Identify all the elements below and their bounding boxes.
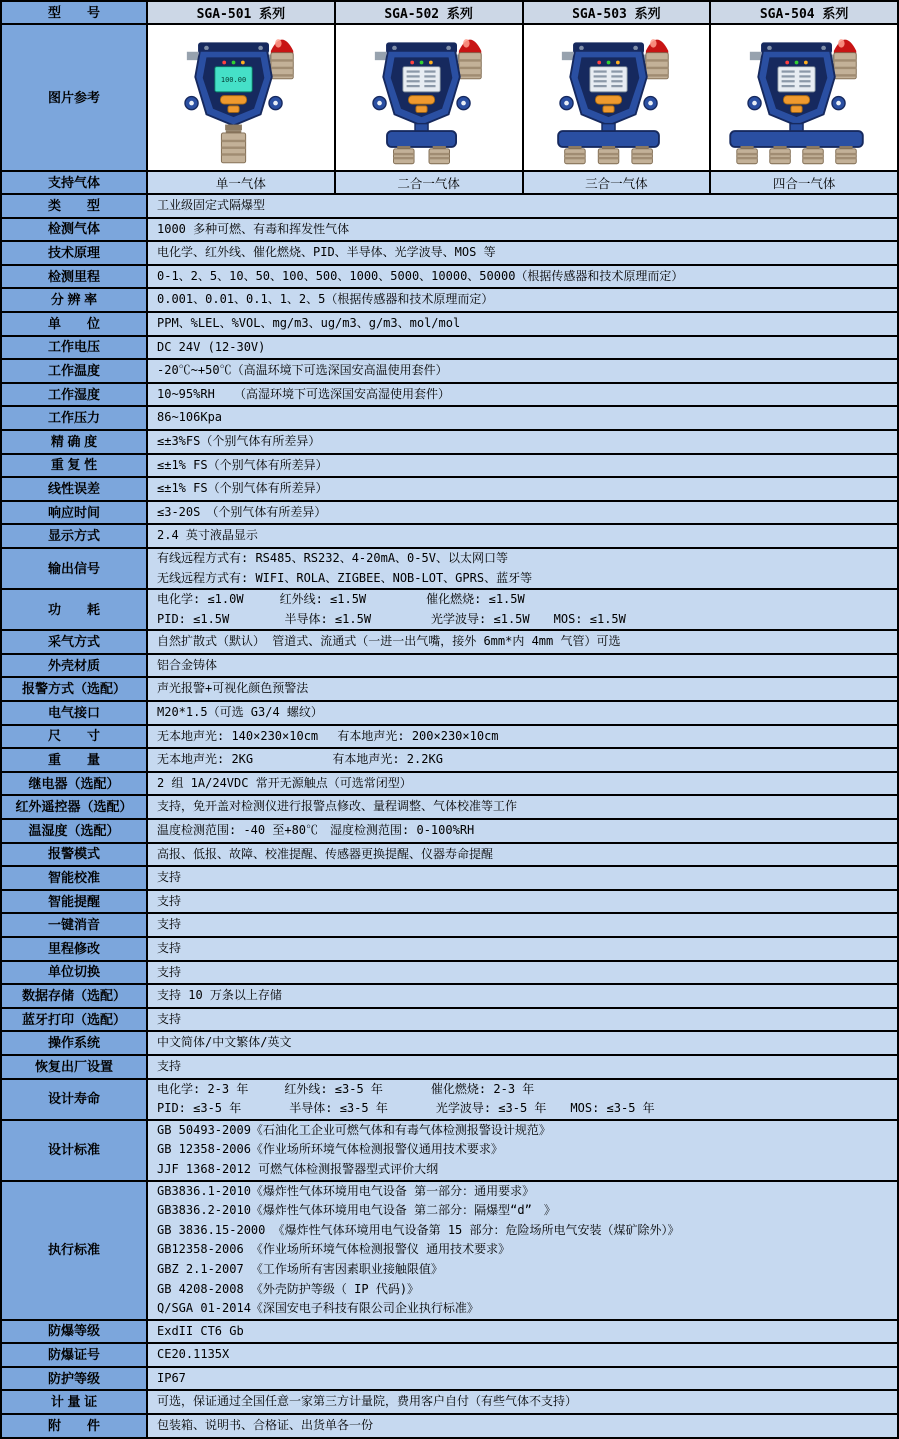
spec-row-value (148, 525, 897, 547)
spec-row-value (148, 1032, 897, 1054)
spec-row-value (148, 1056, 897, 1078)
spec-row-label: 里程修改 (2, 938, 148, 960)
spec-row-label: 检测气体 (2, 219, 148, 241)
spec-line: GB3836.2-2010《爆炸性气体环境用电气设备 第二部分：隔爆型“d” 》 (157, 1203, 556, 1218)
spec-row (2, 289, 897, 313)
spec-row (2, 360, 897, 384)
spec-row-value (148, 678, 897, 700)
model-row-label: 型 号 (2, 2, 148, 23)
spec-line: 支持 10 万条以上存储 (157, 988, 282, 1003)
spec-row-label: 精 确 度 (2, 431, 148, 453)
spec-line: IP67 (157, 1370, 186, 1385)
spec-row (2, 455, 897, 479)
spec-row (2, 195, 897, 219)
spec-row-value (148, 726, 897, 748)
spec-row-value (148, 431, 897, 453)
spec-line: 电化学、红外线、催化燃烧、PID、半导体、光学波导、MOS 等 (157, 245, 496, 260)
spec-row (2, 726, 897, 750)
spec-row (2, 1368, 897, 1392)
spec-line: 0-1、2、5、10、50、100、500、1000、5000、10000、50000（根据传感器和技术原理而定） (157, 268, 684, 283)
spec-row-label: 操作系统 (2, 1032, 148, 1054)
spec-row-value (148, 455, 897, 477)
spec-row-label: 智能校准 (2, 867, 148, 889)
spec-row-value (148, 1391, 897, 1413)
detector-image-cells (148, 25, 897, 170)
spec-line: 支持 (157, 893, 182, 908)
spec-row-value (148, 407, 897, 429)
spec-row-label: 单位切换 (2, 962, 148, 984)
spec-line: JJF 1368-2012 可燃气体检测报警器型式评价大纲 (157, 1161, 439, 1176)
spec-row (2, 1121, 897, 1182)
gas-type-cell: 三合一气体 (524, 172, 712, 193)
model-header-cell: SGA-504 系列 (711, 2, 897, 23)
spec-row-label: 线性误差 (2, 478, 148, 500)
detector-image (720, 27, 888, 168)
spec-row-label: 温湿度（选配） (2, 820, 148, 842)
spec-row-label: 技术原理 (2, 242, 148, 264)
spec-row-value (148, 985, 897, 1007)
spec-row (2, 749, 897, 773)
spec-row-value (148, 796, 897, 818)
spec-line: 无本地声光: 140×230×10cm 有本地声光: 200×230×10cm (157, 728, 499, 743)
spec-row (2, 844, 897, 868)
spec-row-label: 外壳材质 (2, 655, 148, 677)
spec-row (2, 525, 897, 549)
spec-row-label: 分 辨 率 (2, 289, 148, 311)
spec-line: GB 50493-2009《石油化工企业可燃气体和有毒气体检测报警设计规范》 (157, 1122, 551, 1137)
spec-line: 中文简体/中文繁体/英文 (157, 1035, 292, 1050)
spec-row-value (148, 702, 897, 724)
spec-row-label: 计 量 证 (2, 1391, 148, 1413)
spec-row-label: 单 位 (2, 313, 148, 335)
spec-line: DC 24V (12-30V) (157, 339, 266, 354)
spec-line: 支持 (157, 941, 182, 955)
spec-row-value (148, 195, 897, 217)
spec-row (2, 891, 897, 915)
spec-row-label: 尺 寸 (2, 726, 148, 748)
spec-row (2, 407, 897, 431)
spec-row-value (148, 938, 897, 960)
spec-row-label: 继电器（选配） (2, 773, 148, 795)
spec-row-value (148, 502, 897, 524)
spec-line: 2.4 英寸液晶显示 (157, 528, 258, 543)
spec-line: 无本地声光: 2KG 有本地声光: 2.2KG (157, 752, 443, 767)
spec-line: 支持 (157, 870, 182, 885)
spec-row-label: 一键消音 (2, 914, 148, 936)
spec-row-label: 防爆证号 (2, 1344, 148, 1366)
svg-text:100.00: 100.00 (220, 76, 247, 85)
spec-line: GB 12358-2006《作业场所环境气体检测报警仪通用技术要求》 (157, 1142, 503, 1157)
spec-row-value (148, 590, 897, 629)
spec-line: 温度检测范围: -40 至+80℃ 湿度检测范围: 0-100%RH (157, 823, 475, 838)
spec-line: CE20.1135X (157, 1347, 230, 1362)
spec-row (2, 655, 897, 679)
spec-row-label: 响应时间 (2, 502, 148, 524)
spec-row (2, 1182, 897, 1321)
spec-row-value (148, 631, 897, 653)
spec-row (2, 678, 897, 702)
spec-row (2, 1056, 897, 1080)
spec-row-value (148, 242, 897, 264)
spec-row (2, 702, 897, 726)
spec-row (2, 313, 897, 337)
spec-row-value (148, 1415, 897, 1437)
spec-row-value (148, 914, 897, 936)
spec-line: 电化学: 2-3 年 红外线: ≤3-5 年 催化燃烧: 2-3 年 (157, 1081, 535, 1096)
detector-image-cell (336, 25, 524, 170)
spec-row-label: 重 复 性 (2, 455, 148, 477)
spec-line: 工业级固定式隔爆型 (157, 198, 266, 212)
model-header-cell: SGA-502 系列 (336, 2, 524, 23)
spec-row (2, 1321, 897, 1345)
spec-row-label: 防爆等级 (2, 1321, 148, 1343)
spec-row-value (148, 1368, 897, 1390)
spec-row (2, 820, 897, 844)
spec-row (2, 867, 897, 891)
spec-line: 支持 (157, 917, 182, 932)
spec-row-label: 检测里程 (2, 266, 148, 288)
spec-row-value (148, 337, 897, 359)
spec-row-value (148, 1182, 897, 1319)
spec-row-value (148, 384, 897, 406)
spec-row-value (148, 549, 897, 588)
spec-line: PID: ≤1.5W 半导体: ≤1.5W 光学波导: ≤1.5W MOS: ≤1.5W (157, 611, 626, 626)
spec-row (2, 938, 897, 962)
spec-line: ≤±1% FS（个别气体有所差异） (157, 457, 328, 472)
gas-row (2, 172, 897, 195)
spec-row-value (148, 219, 897, 241)
spec-row-label: 红外遥控器（选配） (2, 796, 148, 818)
spec-row (2, 431, 897, 455)
detector-image (157, 27, 325, 168)
spec-row (2, 1009, 897, 1033)
spec-line: Q/SGA 01-2014《深国安电子科技有限公司企业执行标准》 (157, 1301, 479, 1316)
spec-line: 高报、低报、故障、校准提醒、传感器更换提醒、仪器寿命提醒 (157, 846, 494, 861)
spec-line: GBZ 2.1-2007 《工作场所有害因素职业接触限值》 (157, 1261, 443, 1276)
spec-line: GB3836.1-2010《爆炸性气体环境用电气设备 第一部分：通用要求》 (157, 1183, 535, 1198)
spec-row (2, 478, 897, 502)
spec-row (2, 985, 897, 1009)
spec-row-label: 报警模式 (2, 844, 148, 866)
detector-image (532, 27, 700, 168)
spec-row (2, 219, 897, 243)
spec-row-value (148, 266, 897, 288)
spec-row (2, 1415, 897, 1437)
spec-row-value (148, 289, 897, 311)
spec-row-value (148, 1080, 897, 1119)
spec-row-label: 电气接口 (2, 702, 148, 724)
spec-row-label: 报警方式（选配） (2, 678, 148, 700)
spec-row (2, 266, 897, 290)
spec-line: 86~106Kpa (157, 410, 223, 425)
spec-row-value (148, 1121, 897, 1180)
model-header-cell: SGA-501 系列 (148, 2, 336, 23)
model-header-row (2, 2, 897, 25)
spec-row-value (148, 891, 897, 913)
spec-row-value (148, 655, 897, 677)
spec-row-value (148, 360, 897, 382)
spec-line: 支持 (157, 964, 182, 979)
spec-row-value (148, 844, 897, 866)
spec-row-value (148, 1009, 897, 1031)
spec-line: 自然扩散式（默认） 管道式、流通式（一进一出气嘴，接外 6mm*内 4mm 气管）可选 (157, 634, 621, 649)
spec-row-label: 显示方式 (2, 525, 148, 547)
detector-image (345, 27, 513, 168)
spec-row-label: 工作电压 (2, 337, 148, 359)
spec-row-label: 恢复出厂设置 (2, 1056, 148, 1078)
spec-row-label: 类 型 (2, 195, 148, 217)
spec-line: 支持，免开盖对检测仪进行报警点修改、量程调整、气体校准等工作 (157, 799, 518, 814)
spec-row (2, 1391, 897, 1415)
spec-line: 无线远程方式有: WIFI、ROLA、ZIGBEE、NOB-LOT、GPRS、蓝牙等 (157, 570, 533, 585)
spec-row-value (148, 478, 897, 500)
spec-line: 支持 (157, 1058, 182, 1073)
detector-image-cell (524, 25, 712, 170)
model-header-cell: SGA-503 系列 (524, 2, 712, 23)
spec-line: ≤±1% FS（个别气体有所差异） (157, 481, 328, 496)
spec-row-label: 功 耗 (2, 590, 148, 629)
spec-row (2, 796, 897, 820)
spec-row (2, 773, 897, 797)
spec-row-value (148, 820, 897, 842)
spec-row (2, 337, 897, 361)
spec-line: ≤±3%FS（个别气体有所差异） (157, 433, 321, 448)
spec-row (2, 549, 897, 590)
model-header-cells (148, 2, 897, 23)
spec-line: 支持 (157, 1011, 182, 1026)
spec-row-value (148, 749, 897, 771)
spec-row (2, 962, 897, 986)
spec-row-value (148, 867, 897, 889)
spec-line: 包装箱、说明书、合格证、出货单各一份 (157, 1418, 374, 1433)
spec-row-value (148, 1321, 897, 1343)
spec-line: ExdII CT6 Gb (157, 1323, 244, 1338)
spec-row (2, 590, 897, 631)
spec-row-label: 执行标准 (2, 1182, 148, 1319)
spec-line: PPM、%LEL、%VOL、mg/m3、ug/m3、g/m3、mol/mol (157, 315, 461, 330)
spec-line: -20℃~+50℃（高温环境下可选深国安高温使用套件） (157, 363, 448, 378)
spec-row (2, 1080, 897, 1121)
image-row (2, 25, 897, 172)
spec-row-value (148, 313, 897, 335)
spec-row-label: 设计寿命 (2, 1080, 148, 1119)
spec-row-label: 输出信号 (2, 549, 148, 588)
detector-image-cell (148, 25, 336, 170)
gas-type-cells (148, 172, 897, 193)
spec-row-value (148, 962, 897, 984)
detector-image-cell (711, 25, 897, 170)
spec-line: 有线远程方式有: RS485、RS232、4-20mA、0-5V、以太网口等 (157, 550, 508, 565)
spec-rows-container (2, 195, 897, 1437)
spec-row-label: 蓝牙打印（选配） (2, 1009, 148, 1031)
spec-row-label: 数据存储（选配） (2, 985, 148, 1007)
spec-row (2, 502, 897, 526)
spec-row-label: 重 量 (2, 749, 148, 771)
spec-line: GB 4208-2008 《外壳防护等级（ IP 代码)》 (157, 1281, 420, 1296)
gas-type-cell: 二合一气体 (336, 172, 524, 193)
spec-row (2, 384, 897, 408)
spec-line: 1000 多种可燃、有毒和挥发性气体 (157, 221, 350, 236)
spec-line: 声光报警+可视化颜色预警法 (157, 681, 309, 696)
spec-line: GB 3836.15-2000 《爆炸性气体环境用电气设备第 15 部分：危险场所电气安装（煤矿除外）》 (157, 1222, 680, 1237)
spec-line: 铝合金铸体 (157, 657, 218, 672)
spec-row-label: 附 件 (2, 1415, 148, 1437)
spec-line: 10~95%RH （高湿环境下可选深国安高湿使用套件） (157, 386, 451, 401)
spec-row-label: 设计标准 (2, 1121, 148, 1180)
spec-row-label: 工作湿度 (2, 384, 148, 406)
spec-row-value (148, 1344, 897, 1366)
spec-line: 可选，保证通过全国任意一家第三方计量院，费用客户自付（有些气体不支持） (157, 1394, 578, 1409)
gas-type-cell: 单一气体 (148, 172, 336, 193)
spec-row (2, 242, 897, 266)
spec-row-label: 防护等级 (2, 1368, 148, 1390)
spec-row (2, 631, 897, 655)
gas-row-label: 支持气体 (2, 172, 148, 193)
spec-line: 2 组 1A/24VDC 常开无源触点（可选常闭型） (157, 775, 412, 790)
spec-line: 0.001、0.01、0.1、1、2、5（根据传感器和技术原理而定） (157, 292, 494, 307)
spec-row-label: 工作温度 (2, 360, 148, 382)
image-row-label: 图片参考 (2, 25, 148, 170)
spec-line: M20*1.5（可选 G3/4 螺纹） (157, 705, 323, 720)
gas-type-cell: 四合一气体 (711, 172, 897, 193)
spec-row-value (148, 773, 897, 795)
spec-row (2, 914, 897, 938)
spec-row-label: 采气方式 (2, 631, 148, 653)
spec-row (2, 1344, 897, 1368)
spec-row-label: 智能提醒 (2, 891, 148, 913)
spec-line: GB12358-2006 《作业场所环境气体检测报警仪 通用技术要求》 (157, 1242, 511, 1257)
spec-row (2, 1032, 897, 1056)
spec-line: ≤3-20S （个别气体有所差异） (157, 504, 327, 519)
spec-row-label: 工作压力 (2, 407, 148, 429)
spec-line: 电化学: ≤1.0W 红外线: ≤1.5W 催化燃烧: ≤1.5W (157, 592, 525, 607)
spec-line: PID: ≤3-5 年 半导体: ≤3-5 年 光学波导: ≤3-5 年 MOS: ≤3-5 年 (157, 1101, 655, 1116)
